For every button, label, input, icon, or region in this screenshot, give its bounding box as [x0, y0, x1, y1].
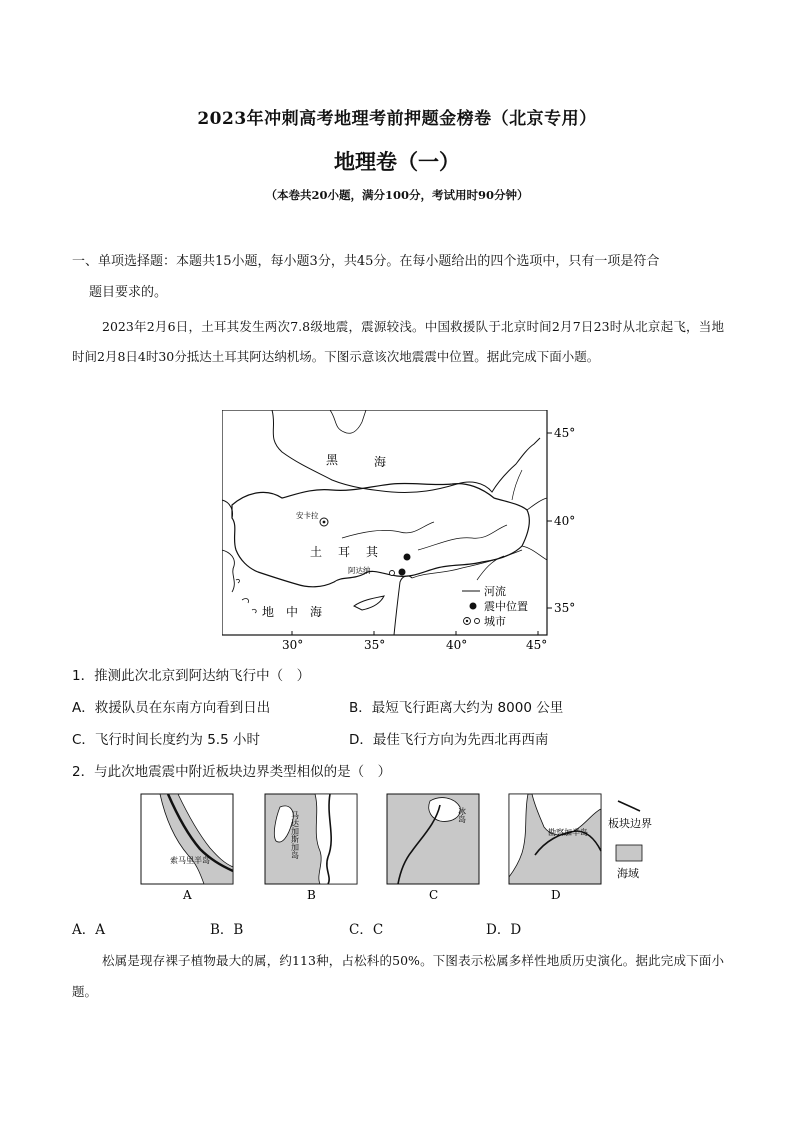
q2-stem: 2．与此次地震震中附近板块边界类型相似的是（ ） — [72, 764, 392, 780]
q2-option-c[interactable]: C．C — [349, 922, 384, 938]
q1-option-b[interactable]: B．最短飞行距离大约为 8000 公里 — [349, 700, 564, 716]
turkey-label-3: 其 — [366, 545, 379, 559]
q2-option-d[interactable]: D．D — [486, 922, 522, 938]
turkey-earthquake-map — [222, 410, 578, 655]
med-sea-label-2: 中 — [286, 605, 299, 619]
plate-boundary-maps — [140, 793, 700, 905]
adana-label: 阿达纳 — [348, 566, 371, 575]
q1-option-c[interactable]: C．飞行时间长度约为 5.5 小时 — [72, 732, 260, 748]
lat-40: 40° — [554, 514, 576, 528]
map-d-text: 勘察加半岛 — [548, 828, 588, 837]
section-line-1: 一、单项选择题：本题共15小题，每小题3分，共45分。在每小题给出的四个选项中，只有一项是符合 — [72, 254, 660, 269]
legend-boundary-line — [618, 801, 640, 811]
map-d-label: D — [551, 888, 561, 902]
q2-option-b[interactable]: B．B — [210, 922, 244, 938]
map-b-label: B — [307, 888, 316, 902]
exam-note: （本卷共20小题，满分100分，考试用时90分钟） — [265, 188, 529, 202]
section-instructions — [72, 246, 724, 308]
black-sea-label-1: 黑 — [326, 453, 339, 467]
q1-option-a[interactable]: A．救援队员在东南方向看到日出 — [72, 700, 271, 716]
legend-city: 城市 — [484, 615, 506, 628]
q2-option-a[interactable]: A．A — [72, 922, 105, 938]
map-c-text: 冰岛 — [457, 807, 467, 823]
turkey-label-1: 土 — [310, 545, 323, 559]
adana-marker — [390, 571, 395, 576]
lat-35: 35° — [554, 601, 576, 615]
map-b-text: 马达加斯加岛 — [290, 811, 300, 859]
med-sea-label-1: 地 — [262, 605, 275, 619]
lon-45: 45° — [526, 638, 548, 652]
lat-45: 45° — [554, 426, 576, 440]
exam-subtitle: 地理卷（一） — [334, 149, 460, 174]
black-sea-label-2: 海 — [374, 455, 387, 469]
q1-option-d[interactable]: D．最佳飞行方向为先西北再西南 — [349, 732, 549, 748]
q1-stem: 1．推测此次北京到阿达纳飞行中（ ） — [72, 668, 311, 684]
legend-city-capital-dot — [466, 620, 468, 622]
legend-epicenter: 震中位置 — [484, 600, 528, 613]
passage-2: 松属是现存裸子植物最大的属，约113种，占松科的50%。下图表示松属多样性地质历史演化。据此完成下面小题。 — [72, 953, 724, 999]
turkey-map-svg — [222, 410, 578, 655]
lon-40: 40° — [446, 638, 468, 652]
turkey-label-2: 耳 — [338, 545, 351, 559]
plate-maps-svg — [140, 793, 700, 905]
exam-title: 2023年冲刺高考地理考前押题金榜卷（北京专用） — [197, 109, 597, 129]
map-b-land — [315, 794, 357, 884]
med-sea-label-3: 海 — [310, 605, 323, 619]
legend-boundary-text: 板块边界 — [608, 817, 652, 830]
lon-30: 30° — [282, 638, 304, 652]
ankara-dot — [323, 521, 326, 524]
legend-sea-swatch — [616, 845, 642, 861]
lon-35: 35° — [364, 638, 386, 652]
epicenter-1 — [404, 554, 411, 561]
legend-city-normal — [475, 619, 480, 624]
legend-river: 河流 — [484, 585, 506, 598]
epicenter-2 — [399, 569, 406, 576]
map-a-text: 索马里半岛 — [170, 856, 210, 865]
legend-epicenter-dot — [470, 603, 477, 610]
map-a-label: A — [183, 888, 192, 902]
ankara-label: 安卡拉 — [296, 511, 319, 520]
map-c-label: C — [429, 888, 439, 902]
passage-1: 2023年2月6日，土耳其发生两次7.8级地震，震源较浅。中国救援队于北京时间2月7日23时从北京起飞，当地时间2月8日4时30分抵达土耳其阿达纳机场。下图示意该次地震震中位置。据此完成下面小题。 — [72, 319, 724, 364]
legend-sea-text: 海域 — [617, 867, 639, 880]
section-line-2: 题目要求的。 — [89, 285, 168, 300]
